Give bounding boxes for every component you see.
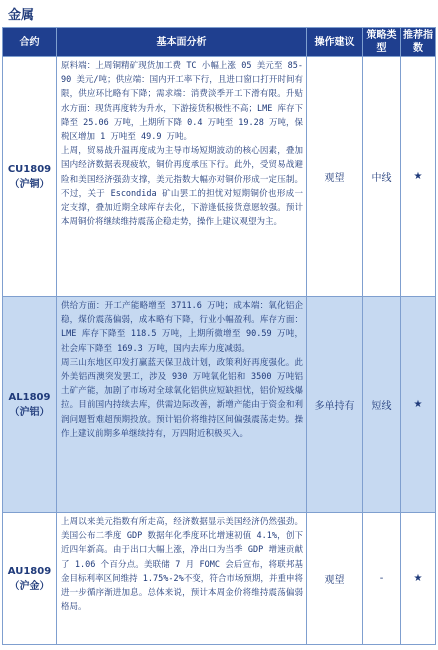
- section-title: 金属: [8, 8, 35, 23]
- analysis-paragraph: 原料端：上周铜精矿现货加工费 TC 小幅上涨 05 美元至 85-90 美元/吨；供应端：国内开工率下行，且进口窗口打开时间有限，供应环比略有下降；需求端：消费淡季开工下滑有限。升贴水方面：现货再度转为升水，下游接货积极性不高；LME 库存下降至 25.06 万吨，上期所下降 0.4 万吨至 19.28 万吨，保税区增加 1 万吨至 49.9 万吨。: [61, 61, 303, 143]
- strategy-cell: -: [363, 513, 401, 645]
- contract-name: （沪金）: [9, 580, 50, 592]
- contract-cell: [3, 513, 57, 645]
- contract-code: CU1809: [7, 163, 52, 175]
- strategy-cell: 中线: [363, 57, 401, 297]
- analysis-cell: [57, 297, 307, 513]
- analysis-paragraph: 供给方面：开工产能略增至 3711.6 万吨；成本端：氧化铝企稳，煤价震荡偏弱，成本略有下降，行业小幅盈利。库存方面：LME 库存下降至 118.5 万吨，上期所微增至 90.59 万吨，社会库下降至 169.3 万吨，国内去库力度减弱。: [61, 301, 303, 354]
- table-row: [3, 57, 436, 297]
- analysis-paragraph: 上周以来美元指数有所走高，经济数据显示美国经济仍然强劲。美国公布二季度 GDP 数据年化季度环比增速初值 4.1%，创下近四年新高。由于出口大幅上涨，净出口为当季 GDP 增速贡献了 1.06 个百分点。美联储 7 月 FOMC 会后宣布，将联邦基金目标利率区间维持 1.75%-2%不变，符合市场预期，并重申将进一步循序渐进加息。总体来说，预计本周金价将维持震荡偏弱格局。: [61, 517, 303, 613]
- rating-star-icon: ★: [401, 297, 436, 513]
- table-row: [3, 513, 436, 645]
- strategy-cell: 短线: [363, 297, 401, 513]
- header-contract: 合约: [3, 28, 57, 57]
- contract-code: AU1809: [7, 565, 52, 577]
- analysis-cell: [57, 513, 307, 645]
- table-row: [3, 297, 436, 513]
- contract-code: AL1809: [8, 391, 51, 403]
- strategy-table: [2, 27, 436, 645]
- analysis-paragraph: 上周，贸易战升温再度成为主导市场短期波动的核心因素，叠加国内经济数据表现疲软，铜价再度承压下行。此外，受贸易战避险和美国经济强劲支撑，美元指数大幅亦对铜价形成一定压制。不过，关于 Escondida 矿山罢工的担忧对短期铜价也形成一定支撑，叠加近期全球库存去化，下游逢低接货意愿较强。预计本周铜价将继续维持震荡企稳走势，操作上建议观望为主。: [61, 146, 303, 228]
- contract-cell: [3, 297, 57, 513]
- header-analysis: 基本面分析: [57, 28, 307, 57]
- advice-cell: 多单持有: [307, 297, 363, 513]
- advice-cell: 观望: [307, 57, 363, 297]
- header-strategy: 策略类型: [363, 28, 401, 57]
- advice-cell: 观望: [307, 513, 363, 645]
- header-rating: 推荐指数: [401, 28, 436, 57]
- analysis-paragraph: 周三山东地区印发打赢蓝天保卫战计划，政策利好再度强化。此外美铝西澳突发罢工，涉及 930 万吨氧化铝和 3500 万吨铝土矿产能，加剧了市场对全球氧化铝供应短缺担忧，铝价短线爆拉。目前国内持续去库，供需边际改善，新增产能由于资金和利润问题暂难超预期投放。预计铝价将维持区间偏强震荡走势。操作上建议前期多单继续持有，万四附近积极买入。: [61, 357, 303, 439]
- rating-star-icon: ★: [401, 57, 436, 297]
- contract-name: （沪铜）: [9, 178, 50, 190]
- analysis-cell: [57, 57, 307, 297]
- rating-star-icon: ★: [401, 513, 436, 645]
- contract-cell: [3, 57, 57, 297]
- header-advice: 操作建议: [307, 28, 363, 57]
- table-header-row: [3, 28, 436, 57]
- contract-name: （沪铝）: [9, 406, 50, 418]
